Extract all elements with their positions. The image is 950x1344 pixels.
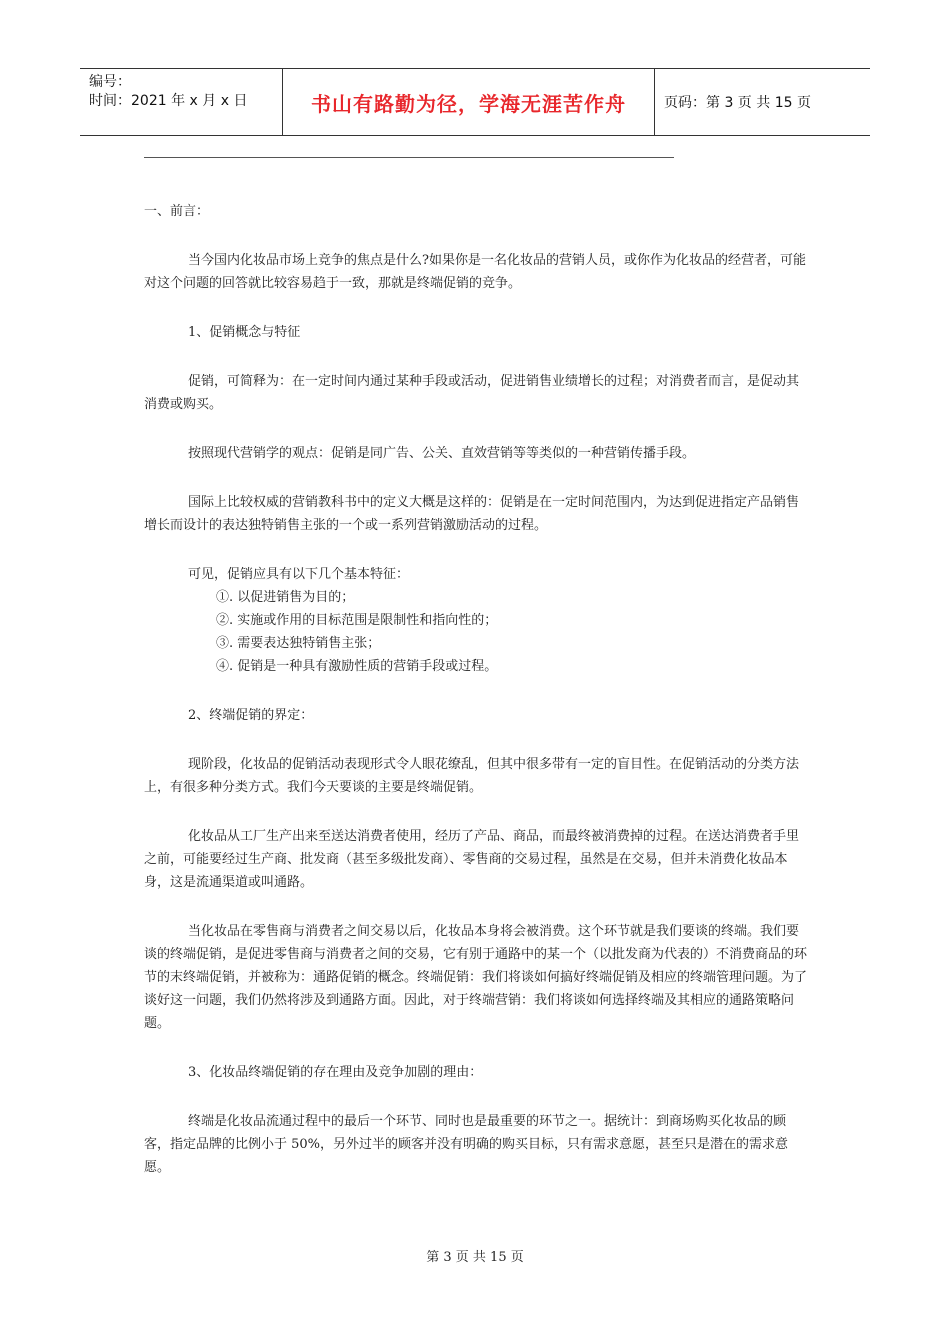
subheading: 3、化妆品终端促销的存在理由及竞争加剧的理由： <box>188 1065 483 1080</box>
subheading: 1、促销概念与特征 <box>188 325 301 340</box>
page-footer: 第 3 页 共 15 页 <box>426 1250 524 1265</box>
paragraph: 现阶段，化妆品的促销活动表现形式令人眼花缭乱，但其中很多带有一定的盲目性。在促销活动的分类方法上，有很多种分类方式。我们今天要谈的主要是终端促销。 <box>144 757 800 795</box>
paragraph: 可见，促销应具有以下几个基本特征： <box>188 567 410 582</box>
paragraph: 化妆品从工厂生产出来至送达消费者使用，经历了产品、商品，而最终被消费掉的过程。在送达消费者手里之前，可能要经过生产商、批发商（甚至多级批发商）、零售商的交易过程，虽然是在交易，但并未消费化妆品本身，这是流通渠道或叫通路。 <box>144 829 800 890</box>
paragraph: 当化妆品在零售商与消费者之间交易以后，化妆品本身将会被消费。这个环节就是我们要谈的终端。我们要谈的终端促销，是促进零售商与消费者之间的交易，它有别于通路中的某一个（以批发商为代表的）不消费商品的环节的末终端促销，并被称为：通路促销的概念。终端促销：我们将谈如何搞好终端促销及相应的终端管理问题。为了谈好这一问题，我们仍然将涉及到通路方面。因此，对于终端营销：我们将谈如何选择终端及其相应的通路策略问题。 <box>144 924 808 1031</box>
list-item: ②. 实施或作用的目标范围是限制性和指向性的； <box>216 613 498 628</box>
header-page-info <box>655 69 870 135</box>
list-item: ③. 需要表达独特销售主张； <box>216 636 381 651</box>
page-info-text: 页码：第 3 页 共 15 页 <box>664 95 811 111</box>
section-title: 一、前言： <box>144 204 210 219</box>
subheading: 2、终端促销的界定： <box>188 708 314 723</box>
header-divider <box>144 157 674 158</box>
document-header <box>80 68 870 136</box>
list-item: ④. 促销是一种具有激励性质的营销手段或过程。 <box>216 659 498 674</box>
motto-text: 书山有路勤为径，学海无涯苦作舟 <box>311 91 626 116</box>
number-label: 编号： <box>89 74 131 90</box>
header-motto-cell <box>282 69 655 135</box>
paragraph: 促销，可简释为：在一定时间内通过某种手段或活动，促进销售业绩增长的过程；对消费者而言，是促动其消费或购买。 <box>144 374 800 412</box>
feature-list <box>144 586 808 678</box>
list-item: ①. 以促进销售为目的； <box>216 590 355 605</box>
document-body <box>144 200 808 1179</box>
paragraph: 终端是化妆品流通过程中的最后一个环节、同时也是最重要的环节之一。据统计：到商场购买化妆品的顾客，指定品牌的比例小于 50%，另外过半的顾客并没有明确的购买目标，只有需求意愿，甚至只是潜在的需求意愿。 <box>144 1114 789 1175</box>
header-meta <box>80 69 282 135</box>
paragraph: 按照现代营销学的观点：促销是同广告、公关、直效营销等等类似的一种营销传播手段。 <box>188 446 696 461</box>
paragraph: 国际上比较权威的营销教科书中的定义大概是这样的：促销是在一定时间范围内，为达到促进指定产品销售增长而设计的表达独特销售主张的一个或一系列营销激励活动的过程。 <box>144 495 800 533</box>
paragraph: 当今国内化妆品市场上竞争的焦点是什么?如果你是一名化妆品的营销人员，或你作为化妆品的经营者，可能对这个问题的回答就比较容易趋于一致，那就是终端促销的竞争。 <box>144 253 806 291</box>
date-line: 时间：2021 年 x 月 x 日 <box>89 93 248 109</box>
